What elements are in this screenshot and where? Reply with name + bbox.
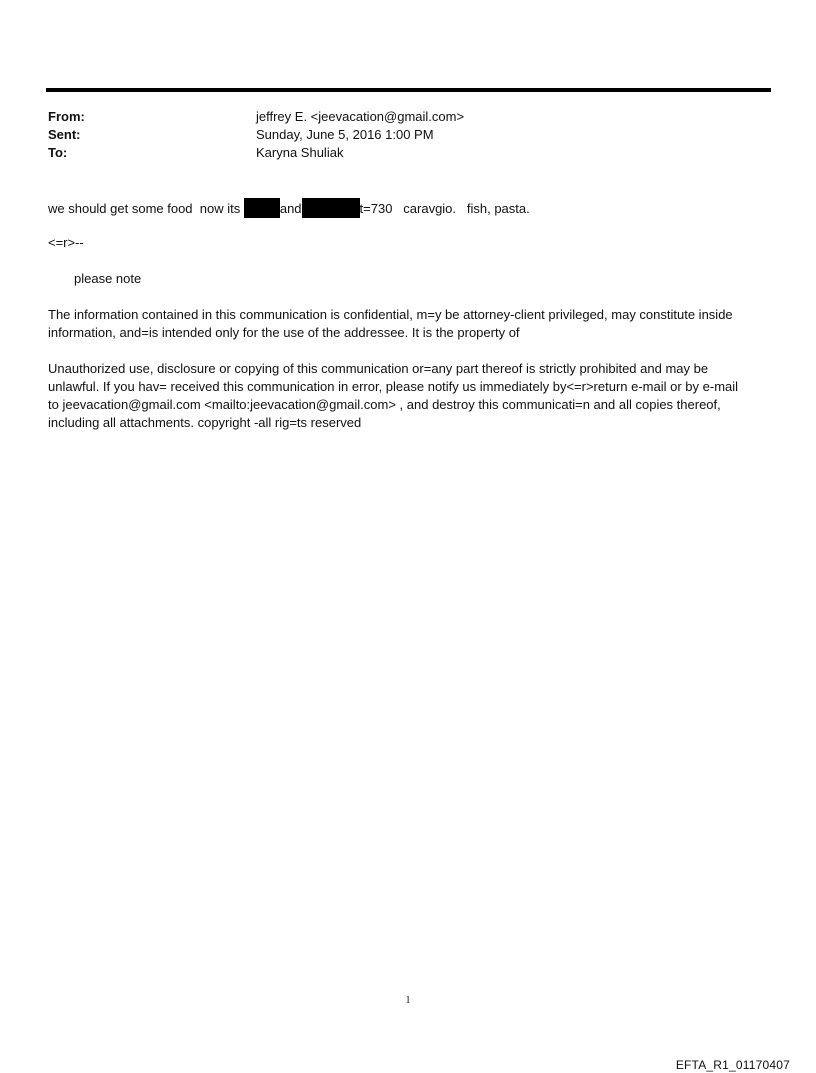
message-text: t=730 caravgio. fish, pasta. bbox=[359, 201, 530, 216]
message-line-1 bbox=[48, 198, 748, 218]
from-row bbox=[48, 108, 464, 126]
sent-row bbox=[48, 126, 464, 144]
header-rule bbox=[46, 88, 771, 92]
document-id: EFTA_R1_01170407 bbox=[675, 1058, 790, 1072]
from-label: From: bbox=[48, 109, 85, 124]
message-text: and bbox=[279, 201, 302, 216]
redaction-block bbox=[302, 198, 360, 218]
message-text: we should get some food now its bbox=[48, 201, 244, 216]
redaction-block bbox=[244, 198, 280, 218]
disclaimer-paragraph-2: Unauthorized use, disclosure or copying of this communication or=any part thereof is strictly prohibited and may be unlawful. If you hav= received this communication in error, please notify us immediately by<=r>return e-mail or by e-mail to jeevacation@gmail.com <mailto:jeevacation@gmail.com> , and destroy this communicati=n and all copies thereof, including all attachments. copyright -all rig=ts reserved bbox=[48, 361, 739, 430]
email-header bbox=[48, 108, 464, 162]
disclaimer-paragraph-1: The information contained in this communication is confidential, m=y be attorney-client privileged, may constitute inside information, and=is intended only for the use of the addressee. It is the property of bbox=[48, 307, 733, 340]
sent-value: Sunday, June 5, 2016 1:00 PM bbox=[256, 127, 434, 142]
from-value: jeffrey E. <jeevacation@gmail.com> bbox=[256, 109, 465, 124]
to-label: To: bbox=[48, 145, 68, 160]
message-line-3: please note bbox=[74, 271, 142, 286]
to-row bbox=[48, 144, 464, 162]
page-number: 1 bbox=[405, 995, 411, 1006]
to-value: Karyna Shuliak bbox=[256, 145, 344, 160]
message-line-2: <=r>-- bbox=[48, 235, 84, 250]
sent-label: Sent: bbox=[48, 127, 81, 142]
